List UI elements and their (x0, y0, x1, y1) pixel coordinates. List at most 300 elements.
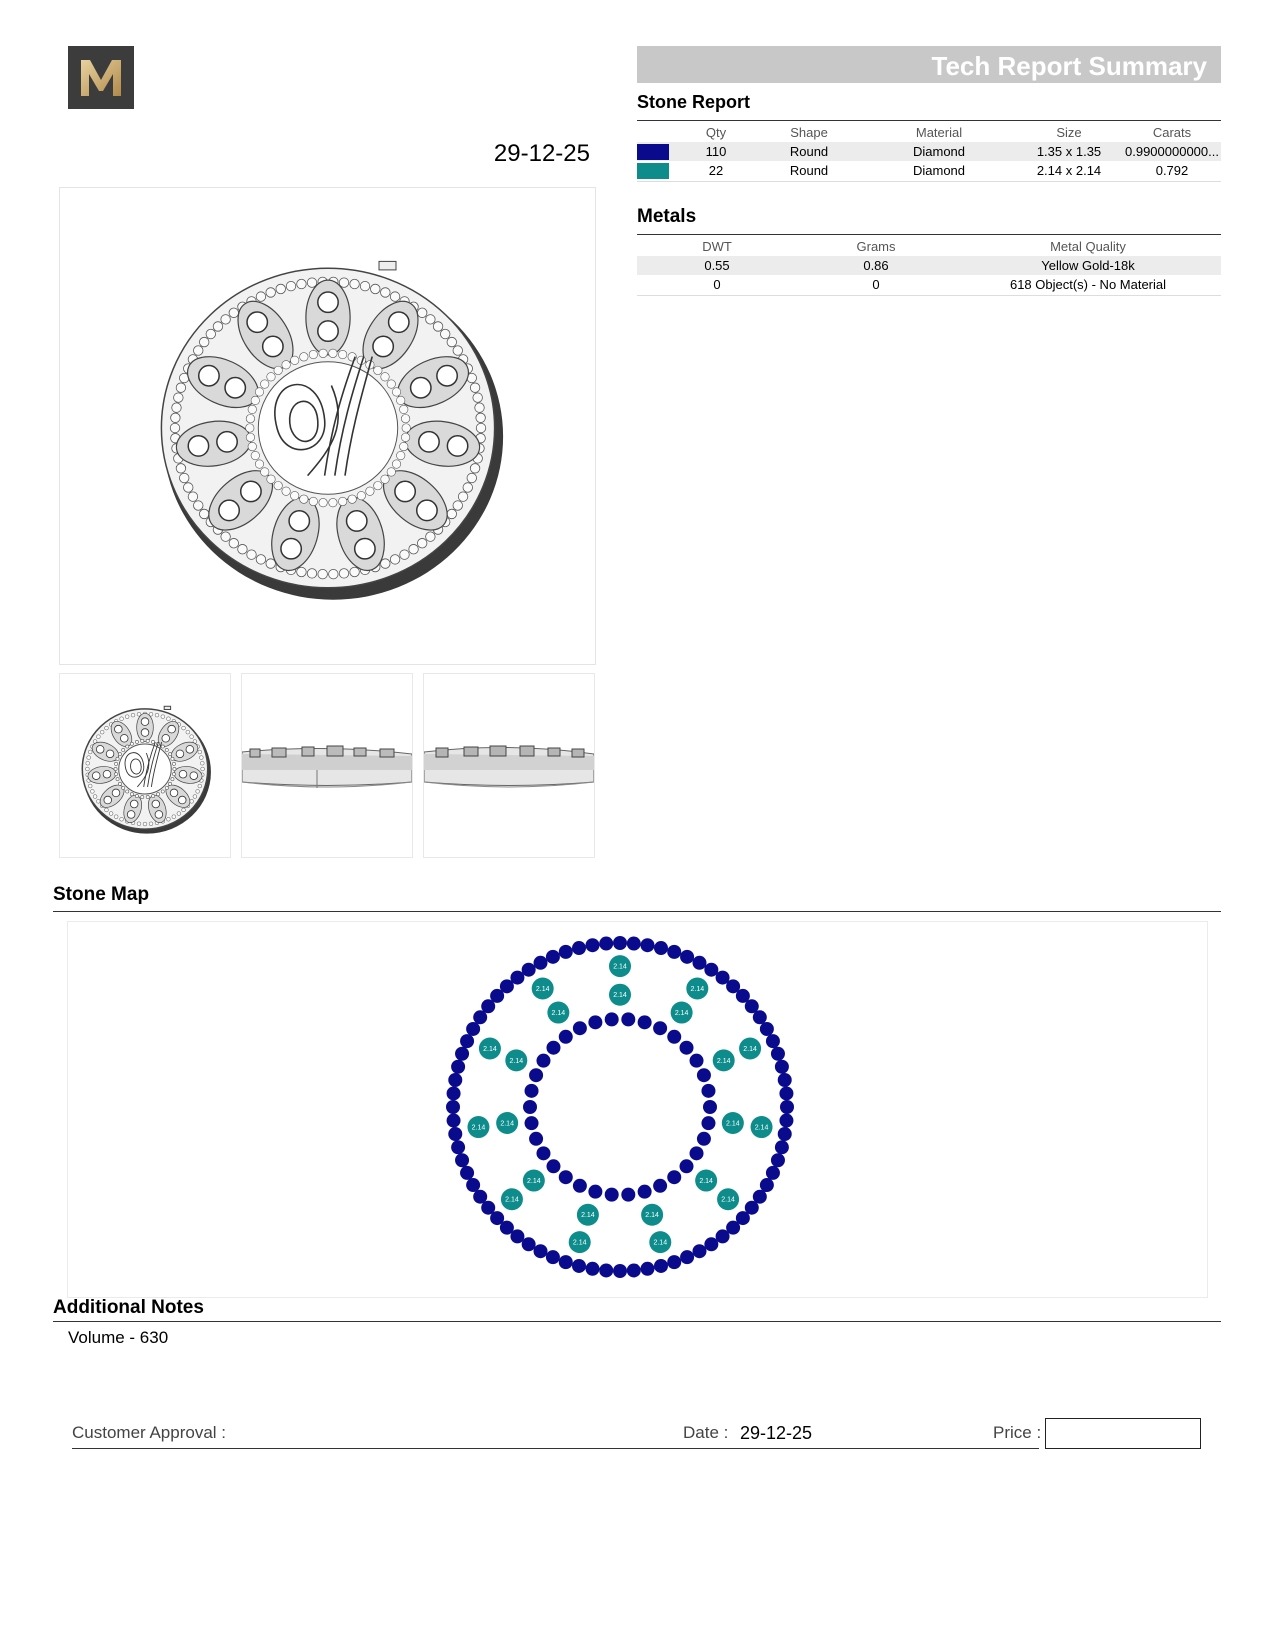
inner-bead (401, 433, 410, 442)
outer-bead (206, 329, 216, 339)
inner-bead (387, 468, 396, 477)
inner-bead (171, 778, 174, 781)
column-header: Grams (856, 239, 896, 254)
inner-bead (357, 491, 366, 500)
inner-bead (274, 481, 283, 490)
stone-setting (241, 481, 261, 501)
outer-bead (170, 423, 180, 433)
stone-setting (217, 432, 237, 452)
inner-bead (161, 745, 164, 748)
outer-bead (329, 569, 339, 579)
inner-bead (319, 349, 328, 358)
outer-bead (199, 509, 209, 519)
small-stone (654, 1259, 668, 1273)
stone-size-label: 2.14 (699, 1178, 713, 1186)
center-opening (119, 744, 171, 794)
stone-size-label: 2.14 (674, 1010, 689, 1018)
outer-bead (179, 473, 189, 483)
stone-report-header-row (637, 123, 1221, 142)
stone-setting (188, 436, 208, 456)
outer-bead (390, 292, 400, 302)
outer-bead (105, 726, 109, 730)
size-cell: 2.14 x 2.14 (1036, 163, 1102, 178)
outer-bead (417, 538, 427, 548)
stone-setting (389, 312, 409, 332)
qty-cell: 22 (708, 163, 724, 178)
small-stone (455, 1047, 469, 1061)
stone-setting (120, 734, 128, 742)
metals-title: Metals (637, 206, 697, 227)
inner-bead (146, 739, 149, 742)
outer-bead (88, 750, 92, 754)
outer-bead (463, 483, 473, 493)
stone-report-bottom-line (637, 181, 1221, 182)
inner-bead (300, 495, 309, 504)
inner-bead (118, 782, 121, 785)
approval-date-value: 29-12-25 (740, 1423, 813, 1443)
outer-bead (390, 555, 400, 565)
inner-bead (366, 487, 375, 496)
inner-bead (246, 414, 255, 423)
small-stone (638, 1185, 652, 1199)
small-stone (654, 941, 668, 955)
main-product-image (59, 187, 596, 665)
outer-bead (120, 717, 124, 721)
outer-bead (200, 761, 204, 765)
stone-size-label: 2.14 (527, 1178, 541, 1186)
outer-bead (221, 315, 231, 325)
small-stone (667, 1170, 681, 1184)
outer-bead (193, 795, 197, 799)
outer-bead (400, 550, 410, 560)
stone-setting (104, 796, 112, 804)
small-stone (667, 1255, 681, 1269)
inner-bead (157, 793, 160, 796)
inner-bead (290, 356, 299, 365)
small-stone (627, 937, 641, 951)
small-stone (778, 1127, 792, 1141)
small-stone (523, 1100, 537, 1114)
inner-bead (300, 353, 309, 362)
small-stone (466, 1178, 480, 1192)
small-stone (448, 1127, 462, 1141)
inner-bead (114, 767, 117, 770)
outer-bead (143, 822, 147, 826)
side-view-alt-drawing (424, 674, 594, 857)
stone-report-divider (637, 120, 1221, 121)
stone-size-label: 2.14 (690, 986, 705, 994)
stone-setting (199, 366, 219, 386)
outer-bead (433, 322, 443, 332)
column-header: Metal Quality (1050, 239, 1126, 254)
inner-bead (135, 794, 138, 797)
small-stone (559, 1030, 573, 1044)
inner-bead (126, 745, 129, 748)
outer-bead (381, 288, 391, 298)
small-stone (680, 1159, 694, 1173)
inner-bead (401, 414, 410, 423)
stone-setting (219, 500, 239, 520)
outer-bead (360, 281, 370, 291)
outer-bead (137, 822, 141, 826)
inner-bead (251, 451, 260, 460)
inner-bead (246, 433, 255, 442)
stone-setting (281, 539, 301, 559)
outer-bead (177, 812, 181, 816)
stone-map (67, 921, 1208, 1298)
small-stone (455, 1153, 469, 1167)
company-logo (68, 46, 134, 109)
small-stone (451, 1060, 465, 1074)
small-stone (690, 1054, 704, 1068)
inner-bead (374, 366, 383, 375)
outer-bead (297, 567, 307, 577)
outer-bead (167, 717, 171, 721)
small-stone (704, 1237, 718, 1251)
inner-bead (114, 773, 117, 776)
inner-bead (171, 757, 174, 760)
shape-cell: Round (789, 163, 829, 178)
small-stone (525, 1084, 539, 1098)
small-stone (605, 1012, 619, 1026)
outer-bead (109, 812, 113, 816)
stone-size-label: 2.14 (645, 1212, 659, 1220)
inner-bead (260, 468, 269, 477)
stone-size-label: 2.14 (505, 1196, 519, 1204)
inner-bead (392, 460, 401, 469)
column-header: Size (1056, 125, 1082, 140)
inner-bead (248, 405, 256, 414)
small-stone (680, 1250, 694, 1264)
outer-bead (470, 464, 480, 474)
outer-bead (93, 795, 97, 799)
price-label: Price : (993, 1423, 1042, 1442)
column-header (637, 123, 677, 142)
table-row (637, 142, 1221, 161)
small-stone (701, 1116, 715, 1130)
small-stone (697, 1068, 711, 1082)
inner-bead (399, 405, 408, 414)
inner-bead (274, 366, 283, 375)
inner-bead (387, 380, 396, 389)
small-stone (760, 1178, 774, 1192)
stone-setting (347, 511, 367, 531)
inner-bead (402, 424, 411, 433)
outer-bead (190, 799, 194, 803)
stone-size-label: 2.14 (613, 992, 627, 1000)
small-stone (448, 1073, 462, 1087)
stone-setting (190, 772, 198, 780)
small-stone (572, 1259, 586, 1273)
outer-bead (247, 550, 257, 560)
stone-map-divider (53, 911, 1221, 912)
column-header: Qty (705, 125, 727, 140)
outer-bead (476, 423, 486, 433)
small-stone (466, 1022, 480, 1036)
column-header: Carats (1152, 125, 1192, 140)
inner-bead (130, 742, 133, 745)
outer-bead (188, 492, 198, 502)
outer-bead (125, 715, 129, 719)
stone-setting (373, 336, 393, 356)
small-stone (766, 1034, 780, 1048)
inner-bead (161, 790, 164, 793)
outer-bead (339, 569, 349, 579)
stone-setting (176, 750, 184, 758)
report-date: 29-12-25 (493, 140, 590, 167)
stone-setting (152, 800, 160, 808)
stone-size-label: 2.14 (653, 1239, 668, 1247)
small-stone (780, 1100, 794, 1114)
outer-bead (256, 292, 266, 302)
outer-bead (229, 308, 239, 318)
inner-bead (260, 380, 269, 389)
inner-bead (246, 424, 255, 433)
small-stone (586, 938, 600, 952)
pendant-drawing (161, 261, 503, 599)
outer-bead (467, 473, 477, 483)
size-cell: 1.35 x 1.35 (1015, 142, 1123, 161)
metal-quality-cell: 618 Object(s) - No Material (1009, 277, 1167, 292)
outer-bead (193, 346, 203, 356)
approval-date-label: Date : (683, 1423, 729, 1442)
table-row (637, 161, 1221, 180)
small-stone (701, 1084, 715, 1098)
outer-bead (199, 337, 209, 347)
outer-bead (198, 784, 202, 788)
small-stone (529, 1132, 543, 1146)
stone-setting (263, 336, 283, 356)
outer-bead (182, 726, 186, 730)
outer-bead (426, 315, 436, 325)
report-title: Tech Report Summary (931, 51, 1207, 81)
stone-color-swatch (637, 163, 669, 179)
inner-bead (141, 739, 144, 742)
stone-setting (437, 366, 457, 386)
outer-bead (440, 329, 450, 339)
outer-bead (476, 413, 486, 423)
column-header: DWT (702, 239, 732, 254)
outer-bead (453, 501, 463, 511)
small-stone (667, 1030, 681, 1044)
inner-bead (290, 491, 299, 500)
inner-bead (348, 495, 357, 504)
stone-setting (186, 745, 194, 753)
metals-bottom-line (637, 295, 1221, 296)
stone-setting (112, 789, 120, 797)
small-stone (573, 1021, 587, 1035)
outer-bead (286, 281, 296, 291)
outer-bead (458, 492, 468, 502)
signature-line (72, 1448, 1039, 1449)
notes-text: Volume - 630 (68, 1328, 169, 1347)
small-stone (522, 963, 536, 977)
inner-bead (309, 350, 318, 359)
column-header: Material (915, 125, 963, 140)
small-stone (775, 1140, 789, 1154)
stone-setting (289, 511, 309, 531)
small-stone (546, 1159, 560, 1173)
small-stone (460, 1166, 474, 1180)
stone-size-label: 2.14 (471, 1124, 486, 1132)
outer-bead (105, 808, 109, 812)
stone-setting (106, 750, 114, 758)
material-cell: Diamond (912, 163, 966, 178)
small-stone (690, 1146, 704, 1160)
small-stone (621, 1012, 635, 1026)
outer-bead (470, 383, 480, 393)
stone-setting (395, 481, 415, 501)
small-stone (573, 1179, 587, 1193)
material-cell: Diamond (863, 142, 1015, 161)
inner-bead (168, 782, 171, 785)
outer-bead (229, 538, 239, 548)
stone-size-label: 2.14 (581, 1212, 595, 1220)
stone-setting (419, 432, 439, 452)
small-stone (775, 1060, 789, 1074)
outer-bead (87, 756, 91, 760)
stone-setting (103, 770, 111, 778)
outer-bead (161, 715, 165, 719)
outer-bead (190, 735, 194, 739)
report-title-bar (637, 46, 1221, 83)
small-stone (680, 1041, 694, 1055)
outer-bead (350, 279, 360, 289)
grams-cell: 0.86 (797, 256, 955, 275)
small-stone (703, 1100, 717, 1114)
price-field[interactable] (1045, 1418, 1201, 1449)
outer-bead (307, 569, 317, 579)
inner-bead (146, 795, 149, 798)
outer-bead (167, 817, 171, 821)
small-stone (613, 936, 627, 950)
outer-bead (201, 767, 205, 771)
inner-bead (172, 762, 175, 765)
stone-size-label: 2.14 (551, 1010, 566, 1018)
column-header: Shape (790, 125, 828, 140)
stone-setting (130, 800, 138, 808)
outer-bead (426, 532, 436, 542)
stone-setting (417, 500, 437, 520)
grams-cell: 0 (872, 277, 880, 292)
qty-cell: 110 (677, 142, 755, 161)
outer-bead (297, 279, 307, 289)
inner-bead (126, 790, 129, 793)
stone-size-label: 2.14 (483, 1045, 497, 1053)
shape-cell: Round (755, 142, 863, 161)
center-opening (258, 362, 397, 495)
thumbnail-side-view[interactable] (241, 673, 413, 858)
small-stone (627, 1263, 641, 1277)
inner-bead (381, 475, 390, 484)
outer-bead (318, 569, 328, 579)
inner-bead (151, 740, 154, 743)
outer-bead (155, 713, 159, 717)
small-stone (534, 1244, 548, 1258)
small-stone (546, 1041, 560, 1055)
small-stone (473, 1190, 487, 1204)
inner-bead (399, 442, 408, 451)
small-stone (536, 1054, 550, 1068)
outer-bead (176, 383, 186, 393)
notes-divider (53, 1321, 1221, 1322)
small-stone (588, 1015, 602, 1029)
outer-bead (120, 817, 124, 821)
outer-bead (221, 532, 231, 542)
inner-bead (392, 388, 401, 397)
inner-bead (329, 349, 338, 358)
carats-cell: 0.9900000000... (1123, 142, 1221, 161)
customer-approval-label: Customer Approval : (72, 1423, 227, 1442)
small-stone (697, 1132, 711, 1146)
small-stone (692, 1244, 706, 1258)
small-stone (771, 1153, 785, 1167)
inner-bead (396, 396, 405, 405)
stone-setting (162, 734, 170, 742)
inner-bead (396, 451, 405, 460)
inner-bead (173, 767, 176, 770)
inner-bead (282, 361, 291, 370)
side-view-drawing (242, 674, 412, 857)
inner-bead (374, 481, 383, 490)
inner-bead (114, 762, 117, 765)
outer-bead (149, 822, 153, 826)
small-stone (536, 1146, 550, 1160)
outer-bead (176, 464, 186, 474)
inner-bead (255, 388, 264, 397)
small-stone (525, 1116, 539, 1130)
stone-setting (355, 539, 375, 559)
outer-bead (213, 322, 223, 332)
outer-bead (276, 284, 286, 294)
small-stone (613, 1264, 627, 1278)
small-stone (778, 1073, 792, 1087)
small-stone (653, 1179, 667, 1193)
stone-report-table (637, 123, 1221, 180)
notes-title: Additional Notes (53, 1297, 204, 1318)
outer-bead (193, 501, 203, 511)
pendant-bail (379, 261, 396, 270)
outer-bead (350, 567, 360, 577)
small-stone (692, 956, 706, 970)
stone-size-label: 2.14 (754, 1124, 769, 1132)
inner-bead (118, 753, 121, 756)
thumbnail-top-view[interactable] (59, 673, 231, 858)
small-stone (447, 1114, 461, 1128)
outer-bead (172, 815, 176, 819)
inner-bead (130, 793, 133, 796)
small-stone (460, 1034, 474, 1048)
outer-bead (114, 815, 118, 819)
thumbnail-side-view-alt[interactable] (423, 673, 595, 858)
stone-setting (411, 378, 431, 398)
stone-map-drawing (446, 936, 794, 1278)
inner-bead (282, 487, 291, 496)
inner-bead (165, 748, 168, 751)
stone-report-title: Stone Report (637, 92, 751, 112)
inner-bead (151, 794, 154, 797)
stone-setting (170, 789, 178, 797)
stone-setting (127, 811, 135, 819)
small-stone (451, 1140, 465, 1154)
stone-setting (141, 729, 149, 737)
inner-bead (319, 498, 328, 507)
outer-bead (447, 337, 457, 347)
small-stone (779, 1114, 793, 1128)
stone-size-label: 2.14 (509, 1057, 524, 1065)
small-stone (680, 950, 694, 964)
small-stone (529, 1068, 543, 1082)
